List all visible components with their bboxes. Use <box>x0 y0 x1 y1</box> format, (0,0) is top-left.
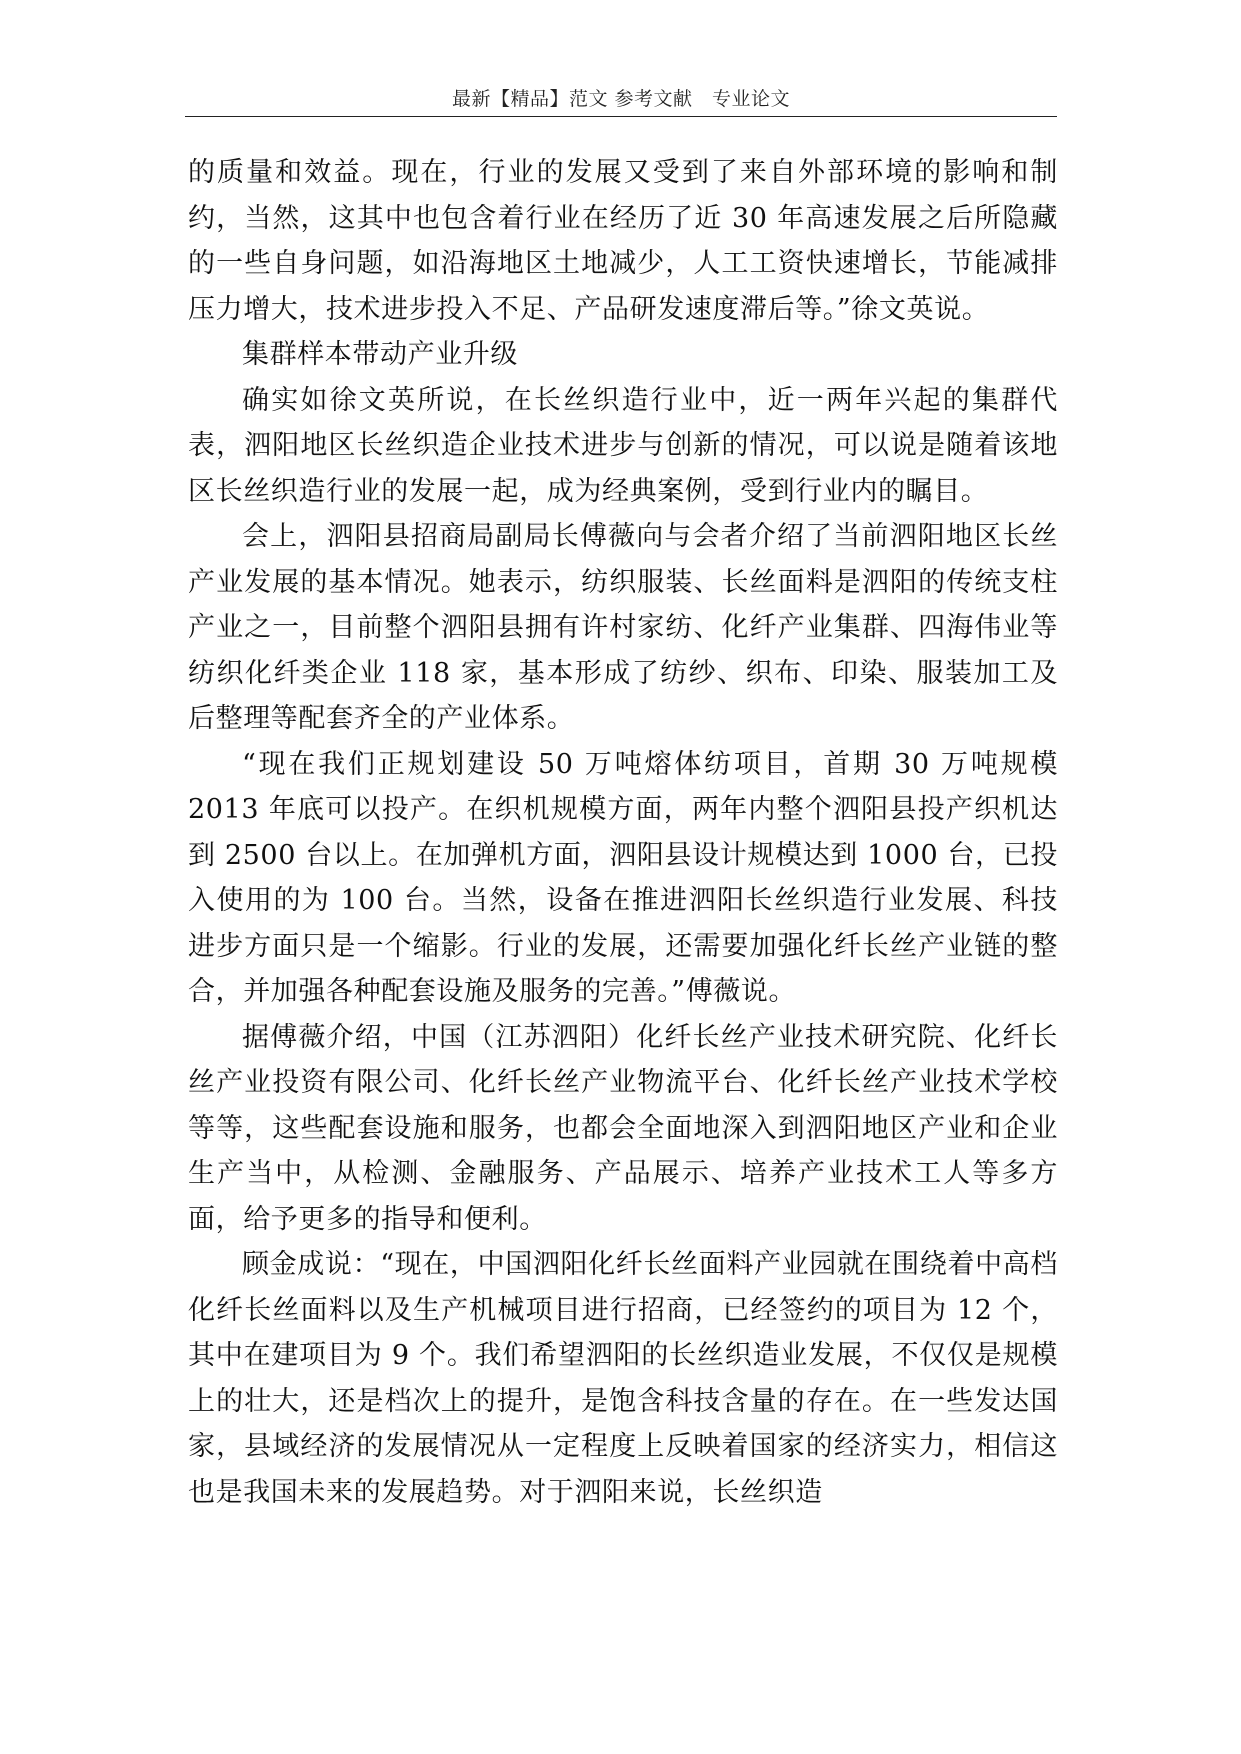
paragraph: 据傅薇介绍，中国（江苏泗阳）化纤长丝产业技术研究院、化纤长丝产业投资有限公司、化纤长丝产业物流平台、化纤长丝产业技术学校等等，这些配套设施和服务，也都会全面地深入到泗阳地区产业和企业生产当中，从检测、金融服务、产品展示、培养产业技术工人等多方面，给予更多的指导和便利。 <box>188 1021 1058 1235</box>
document-body <box>188 150 1058 1515</box>
section-heading: 集群样本带动产业升级 <box>242 339 518 370</box>
paragraph: 确实如徐文英所说，在长丝织造行业中，近一两年兴起的集群代表，泗阳地区长丝织造企业技术进步与创新的情况，可以说是随着该地区长丝织造行业的发展一起，成为经典案例，受到行业内的瞩目。 <box>188 384 1058 507</box>
page-header: 最新【精品】范文 参考文献 专业论文 <box>451 88 791 110</box>
paragraph: 会上，泗阳县招商局副局长傅薇向与会者介绍了当前泗阳地区长丝产业发展的基本情况。她表示，纺织服装、长丝面料是泗阳的传统支柱产业之一，目前整个泗阳县拥有许村家纺、化纤产业集群、四海伟业等纺织化纤类企业 118 家，基本形成了纺纱、织布、印染、服装加工及后整理等配套齐全的产业体系。 <box>188 521 1058 734</box>
paragraph-continued: 的质量和效益。现在，行业的发展又受到了来自外部环境的影响和制约，当然，这其中也包含着行业在经历了近 30 年高速发展之后所隐藏的一些自身问题，如沿海地区土地减少，人工工资快速增长，节能减排压力增大，技术进步投入不足、产品研发速度滞后等。”徐文英说。 <box>188 157 1058 325</box>
paragraph-quote: 顾金成说：“现在，中国泗阳化纤长丝面料产业园就在围绕着中高档化纤长丝面料以及生产机械项目进行招商，已经签约的项目为 12 个，其中在建项目为 9 个。我们希望泗阳的长丝织造业发展，不仅仅是规模上的壮大，还是档次上的提升，是饱含科技含量的存在。在一些发达国家，县域经济的发展情况从一定程度上反映着国家的经济实力，相信这也是我国未来的发展趋势。对于泗阳来说，长丝织造 <box>188 1249 1058 1508</box>
paragraph-quote: “现在我们正规划建设 50 万吨熔体纺项目，首期 30 万吨规模 2013 年底可以投产。在织机规模方面，两年内整个泗阳县投产织机达到 2500 台以上。在加弹机方面，泗阳县设计规模达到 1000 台，已投入使用的为 100 台。当然，设备在推进泗阳长丝织造行业发展、科技进步方面只是一个缩影。行业的发展，还需要加强化纤长丝产业链的整合，并加强各种配套设施及服务的完善。”傅薇说。 <box>188 748 1058 1007</box>
header-divider <box>185 116 1057 117</box>
